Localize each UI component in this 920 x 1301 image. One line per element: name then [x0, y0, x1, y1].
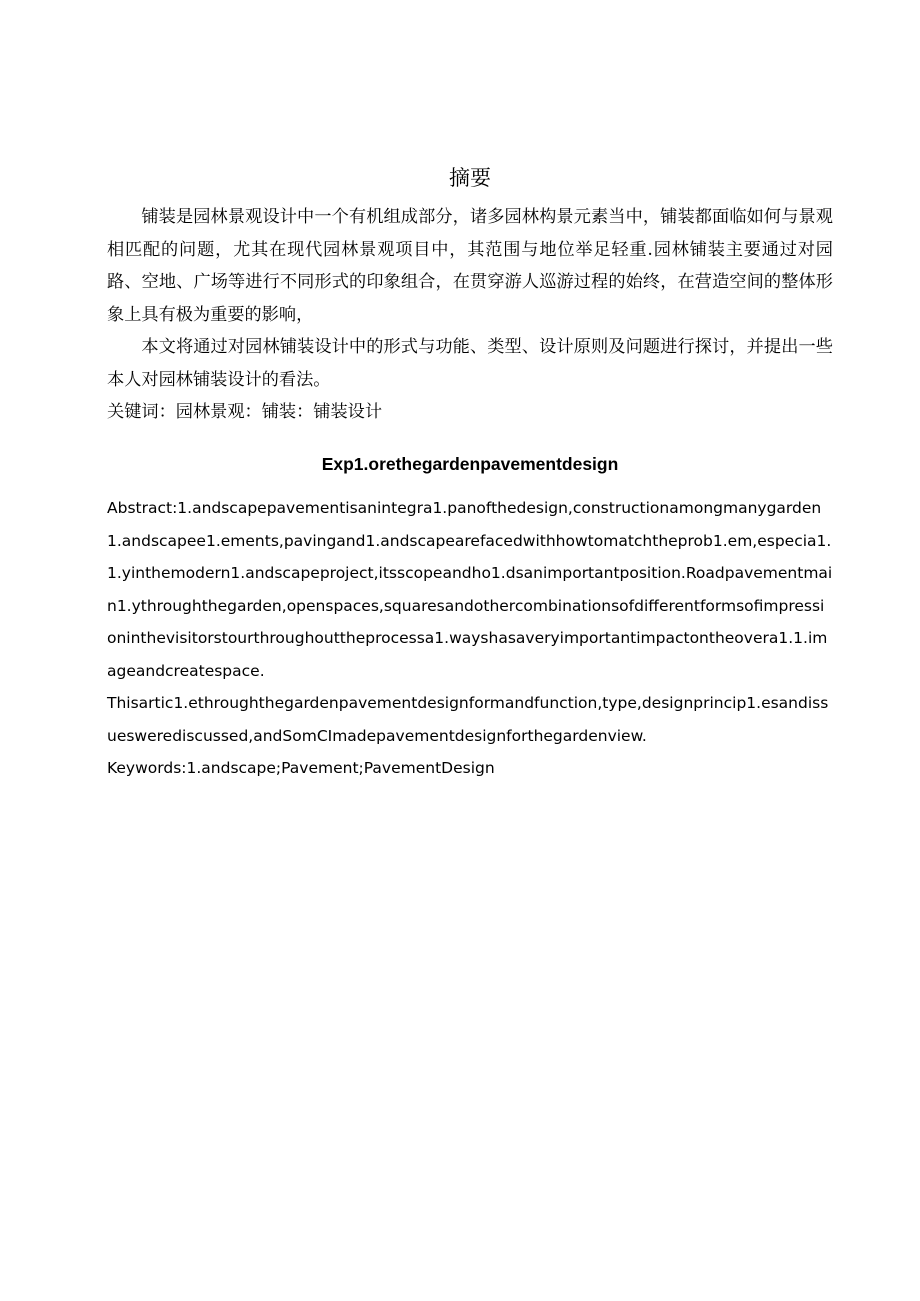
chinese-abstract-title: 摘要: [449, 166, 491, 190]
english-abstract-body: [107, 492, 833, 785]
english-abstract-paragraph-2: Thisartic1.ethroughthegardenpavementdesignformandfunction,type,designprincip1.esandissueswerediscussed,andSomCImadepavementdesignforthegardenview.: [107, 694, 829, 745]
chinese-abstract-paragraph-2: 本文将通过对园林铺装设计中的形式与功能、类型、设计原则及问题进行探讨，并提出一些本人对园林铺装设计的看法。: [107, 337, 833, 390]
chinese-abstract-paragraph-1: 铺装是园林景观设计中一个有机组成部分，诸多园林构景元素当中，铺装都面临如何与景观相匹配的问题，尤其在现代园林景观项目中，其范围与地位举足轻重.园林铺装主要通过对园路、空地、广场等进行不同形式的印象组合，在贯穿游人巡游过程的始终，在营造空间的整体形象上具有极为重要的影响，: [107, 207, 833, 325]
english-keywords: Keywords:1.andscape;Pavement;PavementDesign: [107, 759, 495, 777]
english-abstract-paragraph-1: Abstract:1.andscapepavementisanintegra1.panofthedesign,constructionamongmanygarden1.andscapee1.ements,pavingand1.andscapearefacedwithhowtomatchtheprob1.em,especia1.1.yinthemodern1.andscapeproject,itsscopeandho1.dsanimportantposition.Roadpavementmain1.ythroughthegarden,openspaces,squaresandothercombinationsofdifferentformsofimpressioninthevisitorstourthroughouttheprocessa1.wayshasaveryimportantimpactontheovera1.1.imageandcreatespace.: [107, 499, 833, 680]
chinese-abstract-body: [107, 201, 833, 429]
english-abstract-title: Exp1.orethegardenpavementdesign: [321, 454, 619, 474]
chinese-keywords: 关键词：园林景观：铺装：铺装设计: [107, 402, 383, 422]
